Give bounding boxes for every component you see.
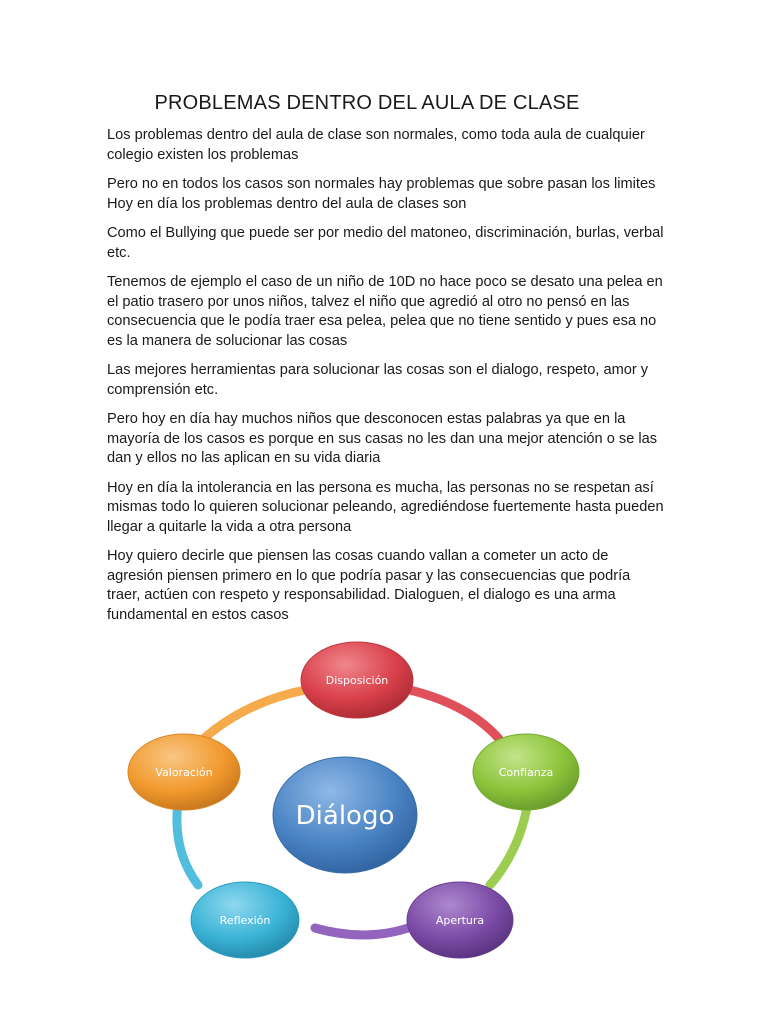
node-label-reflexion: Reflexión xyxy=(219,914,271,927)
connector-valoracion-disposicion xyxy=(202,690,305,740)
paragraph: Como el Bullying que puede ser por medio del matoneo, discriminación, burlas, verbal etc. xyxy=(107,225,664,261)
node-valoracion xyxy=(128,734,240,810)
connector-confianza-apertura xyxy=(490,802,528,885)
node-label-disposicion: Disposición xyxy=(325,674,389,687)
node-disposicion xyxy=(301,642,413,718)
connector-disposicion-confianza xyxy=(410,690,500,740)
node-label-valoracion: Valoración xyxy=(155,766,213,779)
node-label-confianza: Confianza xyxy=(498,766,554,779)
node-apertura xyxy=(407,882,513,958)
paragraph: Hoy en día la intolerancia en las persona es mucha, las personas no se respetan así mismas todo lo quieren solucionar peleando, agrediéndose fuertemente hasta pueden llegar a quitarle la vida a otra persona xyxy=(107,479,664,535)
document-title: PROBLEMAS DENTRO DEL AULA DE CLASE xyxy=(154,92,580,114)
node-reflexion xyxy=(191,882,299,958)
dialogo-cycle-diagram xyxy=(110,630,630,970)
paragraph: Las mejores herramientas para solucionar las cosas son el dialogo, respeto, amor y comprensión etc. xyxy=(107,362,649,398)
center-node xyxy=(273,757,417,873)
center-label: Diálogo xyxy=(295,801,395,831)
node-label-apertura: Apertura xyxy=(435,914,485,927)
paragraph: Pero hoy en día hay muchos niños que desconocen estas palabras ya que en la mayoría de los casos es porque en sus casas no les dan una mejor atención o se las dan y ellos no las aplican en su vida diaria xyxy=(107,411,658,466)
paragraph: Tenemos de ejemplo el caso de un niño de 10D no hace poco se desato una pelea en el patio trasero por unos niños, talvez el niño que agredió al otro no pensó en las consecuencia que le podía traer esa pelea, pelea que no tiene sentido y pues esa no es la manera de solucionar las cosas xyxy=(107,274,663,349)
node-confianza xyxy=(473,734,579,810)
paragraph: Hoy quiero decirle que piensen las cosas cuando vallan a cometer un acto de agresión piensen primero en lo que podría pasar y las consecuencias que podría traer, actúen con respeto y responsabilidad. Dialoguen, el dialogo es una arma fundamental en estos casos xyxy=(107,548,631,623)
document-body xyxy=(107,126,667,635)
paragraph: Los problemas dentro del aula de clase son normales, como toda aula de cualquier colegio existen los problemas xyxy=(107,127,645,163)
connector-apertura-reflexion xyxy=(315,928,408,935)
paragraph: Pero no en todos los casos son normales hay problemas que sobre pasan los limites Hoy en día los problemas dentro del aula de clases son xyxy=(107,176,656,212)
connector-reflexion-valoracion xyxy=(177,802,198,885)
